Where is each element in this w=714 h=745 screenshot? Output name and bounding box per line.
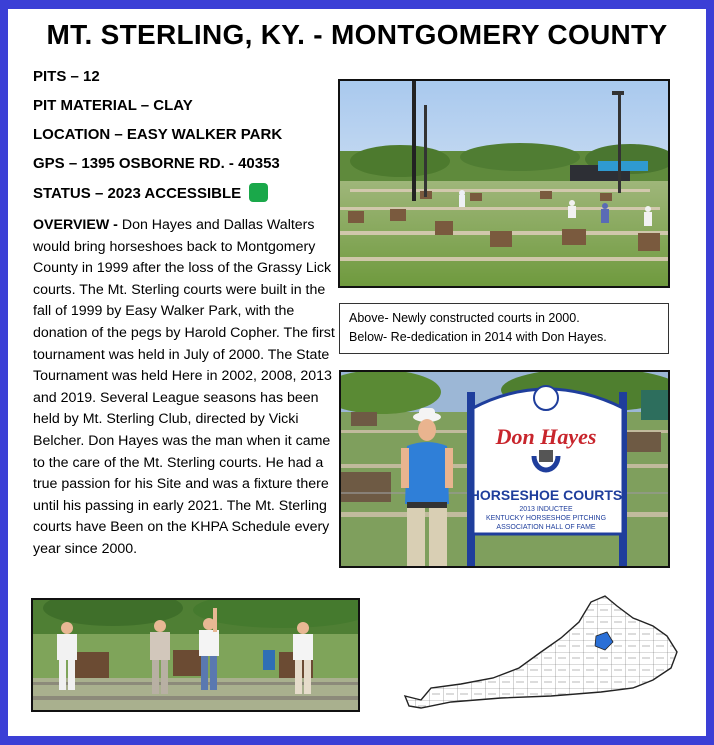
fact-pits: PITS – 12 <box>33 68 100 85</box>
overview-label: OVERVIEW - <box>33 217 118 233</box>
overview-paragraph <box>33 215 345 561</box>
courts-2000-image <box>340 81 668 286</box>
overview-text: Don Hayes and Dallas Walters would bring horseshoes back to Montgomery County in 1999 after the loss of the Grassy Lick courts. The Mt. Sterling courts were built in the fall of 1999 by Easy Walker Park, with the donation of the pegs by Harold Copher. The first tournament was held in July of 2000. The State Tournament was held Here in 2002, 2008, 2013 and 2019. Several League seasons has been held by Mt. Sterling Club, directed by Vicki Belcher. Don Hayes was the man when it came to the care of the Mt. Sterling courts. He had a true passion for his Site and was a fixture there until his passing in early 2021. The Mt. Sterling courts have Been on the KHPA Schedule every year since 2000. <box>33 217 335 557</box>
kentucky-county-map <box>401 592 691 722</box>
fact-status-text: STATUS – 2023 ACCESSIBLE <box>33 185 242 202</box>
sign-name: Don Hayes <box>495 424 597 449</box>
sign-subtitle: HORSESHOE COURTS <box>469 487 623 503</box>
courts-2000-photo <box>338 79 670 288</box>
rededication-image <box>341 372 668 566</box>
page <box>8 9 706 736</box>
fact-location: LOCATION – EASY WALKER PARK <box>33 126 283 143</box>
page-title: MT. STERLING, KY. - MONTGOMERY COUNTY <box>46 19 668 50</box>
sign-line-2: KENTUCKY HORSESHOE PITCHING <box>485 515 607 522</box>
fact-pit-material: PIT MATERIAL – CLAY <box>33 97 193 114</box>
sign-line-1: 2013 INDUCTEE <box>519 506 573 513</box>
fact-status <box>33 183 323 212</box>
caption-line-above: Above- Newly constructed courts in 2000. <box>349 311 580 325</box>
kentucky-map-icon <box>401 592 691 722</box>
rededication-2014-photo <box>339 370 670 568</box>
players-pitching-photo <box>31 598 360 712</box>
photo-caption <box>339 303 669 354</box>
status-indicator-icon <box>249 183 268 202</box>
facts-list <box>33 67 323 212</box>
players-pitching-image <box>33 600 358 710</box>
caption-line-below: Below- Re-dedication in 2014 with Don Hayes. <box>349 330 607 344</box>
fact-gps: GPS – 1395 OSBORNE RD. - 40353 <box>33 155 280 172</box>
sign-line-3: ASSOCIATION HALL OF FAME <box>496 524 596 531</box>
